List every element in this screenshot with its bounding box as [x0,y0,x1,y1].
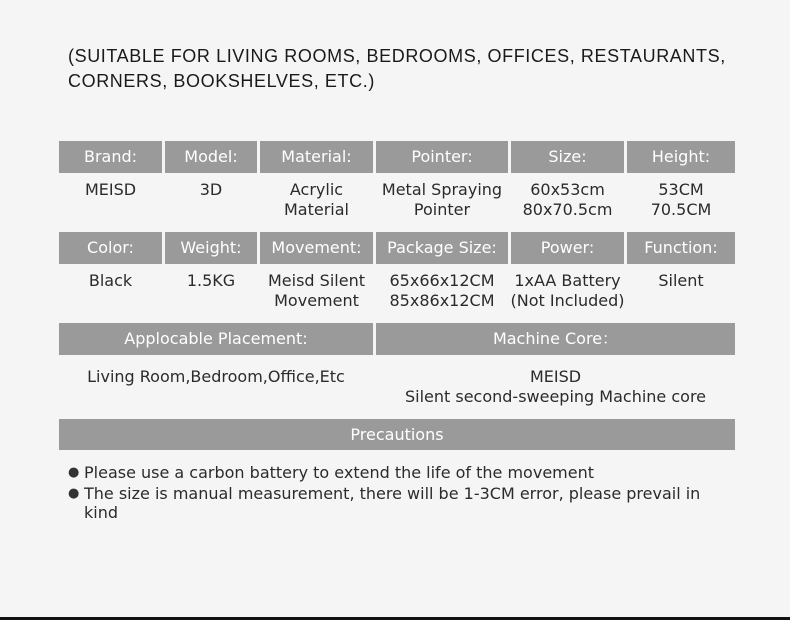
spec-value-line: Silent [658,271,704,290]
spec-label: Weight: [165,232,257,264]
spec-value [159,180,263,200]
spec-value-line: Black [88,271,133,290]
bullet-icon: ● [68,486,80,501]
precautions-header: Precautions [59,419,735,450]
spec-value-line: 60x53cm [530,180,605,199]
intro-text: (SUITABLE FOR LIVING ROOMS, BEDROOMS, OFFICES, RESTAURANTS, CORNERS, BOOKSHELVES, ETC.) [68,46,726,91]
spec-value [621,180,741,220]
spec-value-line: 70.5CM [650,200,712,219]
spec-value [505,271,630,311]
spec-label: Color: [59,232,162,264]
spec-value [370,367,741,407]
spec-value-line: Silent second-sweeping Machine core [404,387,707,406]
spec-value-line: 53CM [658,180,704,199]
spec-label: Machine Core： [376,323,735,355]
spec-value-line: 1xAA Battery [514,271,621,290]
spec-value [53,367,379,387]
spec-value [505,180,630,220]
spec-label: Movement: [260,232,373,264]
spec-value-line: 85x86x12CM [389,291,495,310]
spec-value [53,180,168,200]
precaution-text: The size is manual measurement, there will be 1-3CM error, please prevail in kind [84,484,701,522]
spec-value-line: 65x66x12CM [389,271,495,290]
spec-value-line: 3D [199,180,223,199]
spec-label: Package Size: [376,232,508,264]
spec-label: Model: [165,141,257,173]
spec-label: Height: [627,141,735,173]
spec-value-line: Movement [274,291,359,310]
spec-value [254,271,379,311]
spec-value-line: 80x70.5cm [522,200,613,219]
spec-value [53,271,168,291]
spec-label: Applocable Placement: [59,323,373,355]
precautions-list [68,463,728,524]
spec-value-line: (Not Included) [510,291,625,310]
spec-value [621,271,741,291]
spec-value-line: 1.5KG [186,271,236,290]
spec-value [159,271,263,291]
spec-value [370,271,514,311]
spec-value-line: MEISD [529,367,582,386]
spec-label: Brand: [59,141,162,173]
spec-value-line: Meisd Silent [268,271,365,290]
precaution-item [68,484,728,522]
spec-label: Size: [511,141,624,173]
spec-value-line: Living Room,Bedroom,Office,Etc [87,367,345,386]
spec-value [370,180,514,220]
spec-value-line: Pointer [413,200,471,219]
bullet-icon: ● [68,465,80,480]
spec-value-line: MEISD [84,180,137,199]
spec-label: Material: [260,141,373,173]
spec-value-line: Material [284,200,349,219]
spec-value-line: Metal Spraying [381,180,503,199]
spec-label: Pointer: [376,141,508,173]
precaution-text: Please use a carbon battery to extend the life of the movement [84,463,594,482]
spec-value [254,180,379,220]
spec-label: Power: [511,232,624,264]
spec-value-line: Acrylic [289,180,344,199]
precaution-item [68,463,728,482]
spec-label: Function: [627,232,735,264]
